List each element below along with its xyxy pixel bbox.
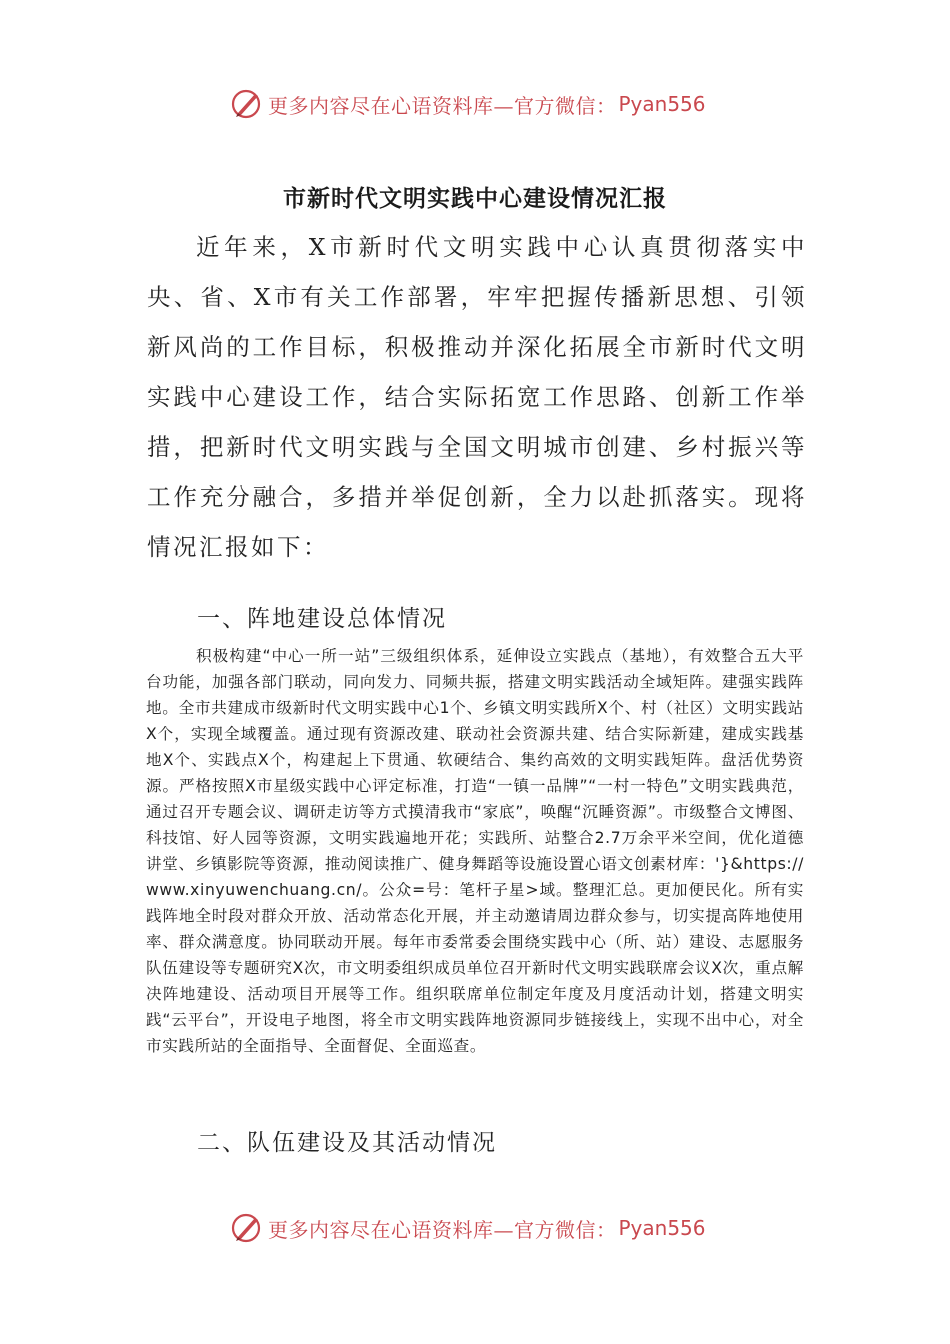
header-watermark <box>228 84 706 124</box>
watermark-text: 更多内容尽在心语资料库—官方微信： <box>268 93 617 118</box>
watermark-wechat-id: Pyan556 <box>618 1216 706 1240</box>
section-heading-2: 二、队伍建设及其活动情况 <box>197 1130 497 1156</box>
watermark-wechat-id: Pyan556 <box>618 92 706 116</box>
pen-circle-icon <box>228 86 264 122</box>
pen-circle-icon <box>228 1210 264 1246</box>
section-heading-1: 一、阵地建设总体情况 <box>197 606 447 632</box>
footer-watermark <box>228 1208 706 1248</box>
document-title: 市新时代文明实践中心建设情况汇报 <box>283 185 667 212</box>
intro-paragraph: 近年来，X市新时代文明实践中心认真贯彻落实中央、省、X市有关工作部署，牢牢把握传播新思想、引领新风尚的工作目标，积极推动并深化拓展全市新时代文明实践中心建设工作，结合实际拓宽工作思路、创新工作举措，把新时代文明实践与全国文明城市创建、乡村振兴等工作充分融合，多措并举促创新，全力以赴抓落实。现将情况汇报如下： <box>147 233 807 561</box>
watermark-text: 更多内容尽在心语资料库—官方微信： <box>268 1217 617 1242</box>
section-1-body: 积极构建“中心一所一站”三级组织体系，延伸设立实践点（基地），有效整合五大平台功能，加强各部门联动，同向发力、同频共振，搭建文明实践活动全域矩阵。建强实践阵地。全市共建成市级新时代文明实践中心1个、乡镇文明实践所X个、村（社区）文明实践站X个，实现全域覆盖。通过现有资源改建、联动社会资源共建、结合实际新建，建成实践基地X个、实践点X个，构建起上下贯通、软硬结合、集约高效的文明实践矩阵。盘活优势资源。严格按照X市星级实践中心评定标准，打造“一镇一品牌”“一村一特色”文明实践典范，通过召开专题会议、调研走访等方式摸清我市“家底”，唤醒“沉睡资源”。市级整合文博图、科技馆、好人园等资源，文明实践遍地开花；实践所、站整合2.7万余平米空间，优化道德讲堂、乡镇影院等资源，推动阅读推广、健身舞蹈等设施设置心语文创素材库：'}&https://www.xinyuwenchuang.cn/。公众=号：笔杆子星>域。整理汇总。更加便民化。所有实践阵地全时段对群众开放、活动常态化开展，并主动邀请周边群众参与，切实提高阵地使用率、群众满意度。协同联动开展。每年市委常委会围绕实践中心（所、站）建设、志愿服务队伍建设等专题研究X次，市文明委组织成员单位召开新时代文明实践联席会议X次，重点解决阵地建设、活动项目开展等工作。组织联席单位制定年度及月度活动计划，搭建文明实践“云平台”，开设电子地图，将全市文明实践阵地资源同步链接线上，实现不出中心，对全市实践所站的全面指导、全面督促、全面巡查。 <box>146 647 804 1055</box>
